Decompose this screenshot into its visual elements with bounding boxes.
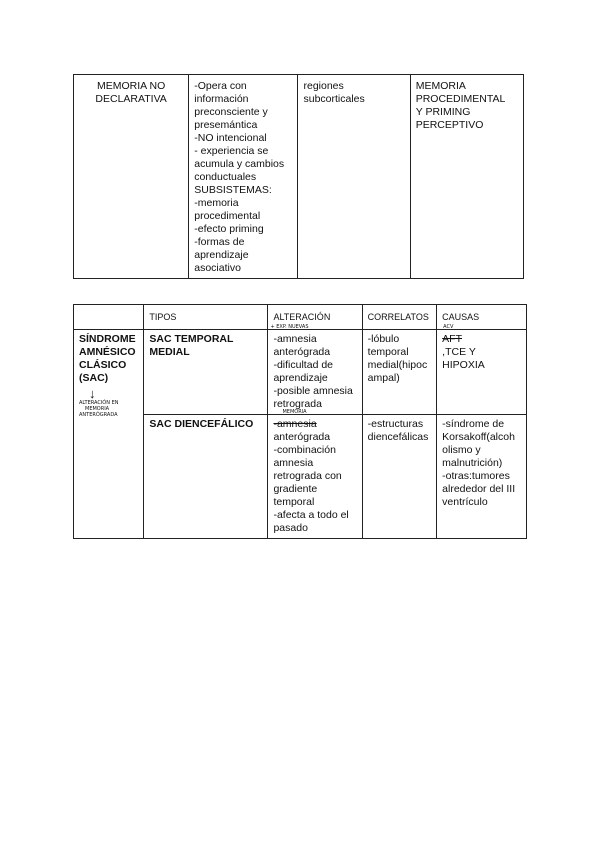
cell-text: temporal bbox=[273, 496, 315, 508]
causas-cell bbox=[437, 324, 527, 415]
memory-type-cell bbox=[74, 75, 189, 279]
cell-text: MEDIAL bbox=[149, 346, 190, 358]
cell-text: retrograda bbox=[273, 398, 322, 410]
cell-text: - experiencia se bbox=[194, 145, 269, 157]
cell-text: AMNÉSICO bbox=[79, 346, 136, 358]
cell-text: -memoria bbox=[194, 197, 239, 209]
cell-text: procedimental bbox=[194, 210, 261, 222]
cell-text: temporal bbox=[367, 346, 409, 358]
cell-text: -efecto priming bbox=[194, 223, 264, 235]
correlatos-cell bbox=[362, 330, 437, 415]
category-cell bbox=[410, 75, 523, 279]
cell-text bbox=[442, 333, 521, 359]
cell-text: MEMORIA NO bbox=[96, 80, 166, 92]
cell-text: SUBSISTEMAS: bbox=[194, 184, 272, 196]
cell-text: -posible amnesia bbox=[273, 385, 353, 397]
cell-text: SÍNDROME bbox=[79, 333, 136, 345]
cell-text: -combinación bbox=[273, 444, 336, 456]
cell-text: SAC DIENCEFÁLICO bbox=[149, 418, 254, 430]
cell-text: conductuales bbox=[194, 171, 257, 183]
handwritten-note: ANTERÓGRADA bbox=[79, 412, 118, 418]
amnesia-table bbox=[73, 304, 527, 539]
cell-text: aprendizaje bbox=[273, 372, 328, 384]
handwritten-note: MEMORIA bbox=[282, 409, 307, 415]
sac-title-cell bbox=[74, 330, 144, 539]
cell-text: -afecta a todo el bbox=[273, 509, 349, 521]
cell-text: presemántica bbox=[194, 119, 258, 131]
table-row bbox=[74, 75, 524, 279]
cell-text: malnutrición) bbox=[442, 457, 503, 469]
table-row bbox=[74, 330, 527, 415]
cell-text: MEMORIA bbox=[415, 80, 466, 92]
cell-text: (SAC) bbox=[79, 372, 109, 384]
handwritten-note: MEMORIA bbox=[85, 406, 110, 412]
cell-text: ,TCE Y bbox=[442, 346, 476, 358]
struck-text: AFT bbox=[442, 333, 463, 345]
cell-text: -formas de bbox=[194, 236, 245, 248]
correlatos-cell bbox=[362, 415, 437, 539]
cell-text: información bbox=[194, 93, 249, 105]
cell-text: preconsciente y bbox=[194, 106, 268, 118]
alteracion-cell bbox=[268, 409, 362, 539]
cell-text: -dificultad de bbox=[273, 359, 334, 371]
cell-text: diencefálicas bbox=[367, 431, 429, 443]
header-cell-tipos: TIPOS bbox=[144, 305, 268, 330]
cell-text: medial(hipoc bbox=[367, 359, 428, 371]
cell-text: -otras:tumores bbox=[442, 470, 510, 482]
cell-text: alrededor del III bbox=[442, 483, 516, 495]
description-cell bbox=[189, 75, 298, 279]
cell-text: aprendizaje bbox=[194, 249, 249, 261]
cell-text: asociativo bbox=[194, 262, 241, 274]
header-cell-correlatos: CORRELATOS bbox=[362, 305, 437, 330]
cell-text: CLÁSICO bbox=[79, 359, 127, 371]
alteracion-cell bbox=[268, 324, 362, 415]
cell-text: ventrículo bbox=[442, 496, 488, 508]
handwritten-note: + EXP. NUEVAS bbox=[270, 324, 309, 330]
regions-cell bbox=[298, 75, 410, 279]
header-cell-empty bbox=[74, 305, 144, 330]
cell-text: -amnesia bbox=[273, 418, 317, 430]
cell-text: -NO intencional bbox=[194, 132, 267, 144]
cell-text: PERCEPTIVO bbox=[415, 119, 484, 131]
tipo-cell bbox=[144, 415, 268, 539]
cell-text: pasado bbox=[273, 522, 308, 534]
cell-text: anterógrada bbox=[273, 431, 331, 443]
cell-text: -amnesia bbox=[273, 333, 317, 345]
cell-text: -lóbulo bbox=[367, 333, 400, 345]
cell-text: HIPOXIA bbox=[442, 359, 485, 371]
cell-text: SAC TEMPORAL bbox=[149, 333, 234, 345]
handwritten-note: ACV bbox=[443, 324, 454, 330]
cell-text: retrograda con bbox=[273, 470, 342, 482]
arrow-down-icon: ↓ bbox=[89, 386, 96, 401]
header-cell-alteracion: ALTERACIÓN bbox=[268, 305, 362, 330]
cell-text: DECLARATIVA bbox=[95, 93, 167, 105]
handwritten-note: ALTERACIÓN EN bbox=[79, 400, 119, 406]
causas-cell bbox=[437, 415, 527, 539]
tipo-cell bbox=[144, 330, 268, 415]
cell-text: subcorticales bbox=[303, 93, 365, 105]
cell-text: -estructuras bbox=[367, 418, 424, 430]
cell-text: -síndrome de bbox=[442, 418, 505, 430]
cell-text: -Opera con bbox=[194, 80, 247, 92]
cell-text: acumula y cambios bbox=[194, 158, 285, 170]
cell-text: ampal) bbox=[367, 372, 400, 384]
cell-text: regiones bbox=[303, 80, 344, 92]
cell-text: Y PRIMING bbox=[415, 106, 471, 118]
cell-text: amnesia bbox=[273, 457, 314, 469]
cell-text: Korsakoff(alcoh bbox=[442, 431, 515, 443]
cell-text: PROCEDIMENTAL bbox=[415, 93, 506, 105]
cell-text: olismo y bbox=[442, 444, 481, 456]
cell-text: anterógrada bbox=[273, 346, 331, 358]
header-cell-causas: CAUSAS bbox=[437, 305, 527, 330]
memory-table bbox=[73, 74, 524, 279]
cell-text: gradiente bbox=[273, 483, 318, 495]
